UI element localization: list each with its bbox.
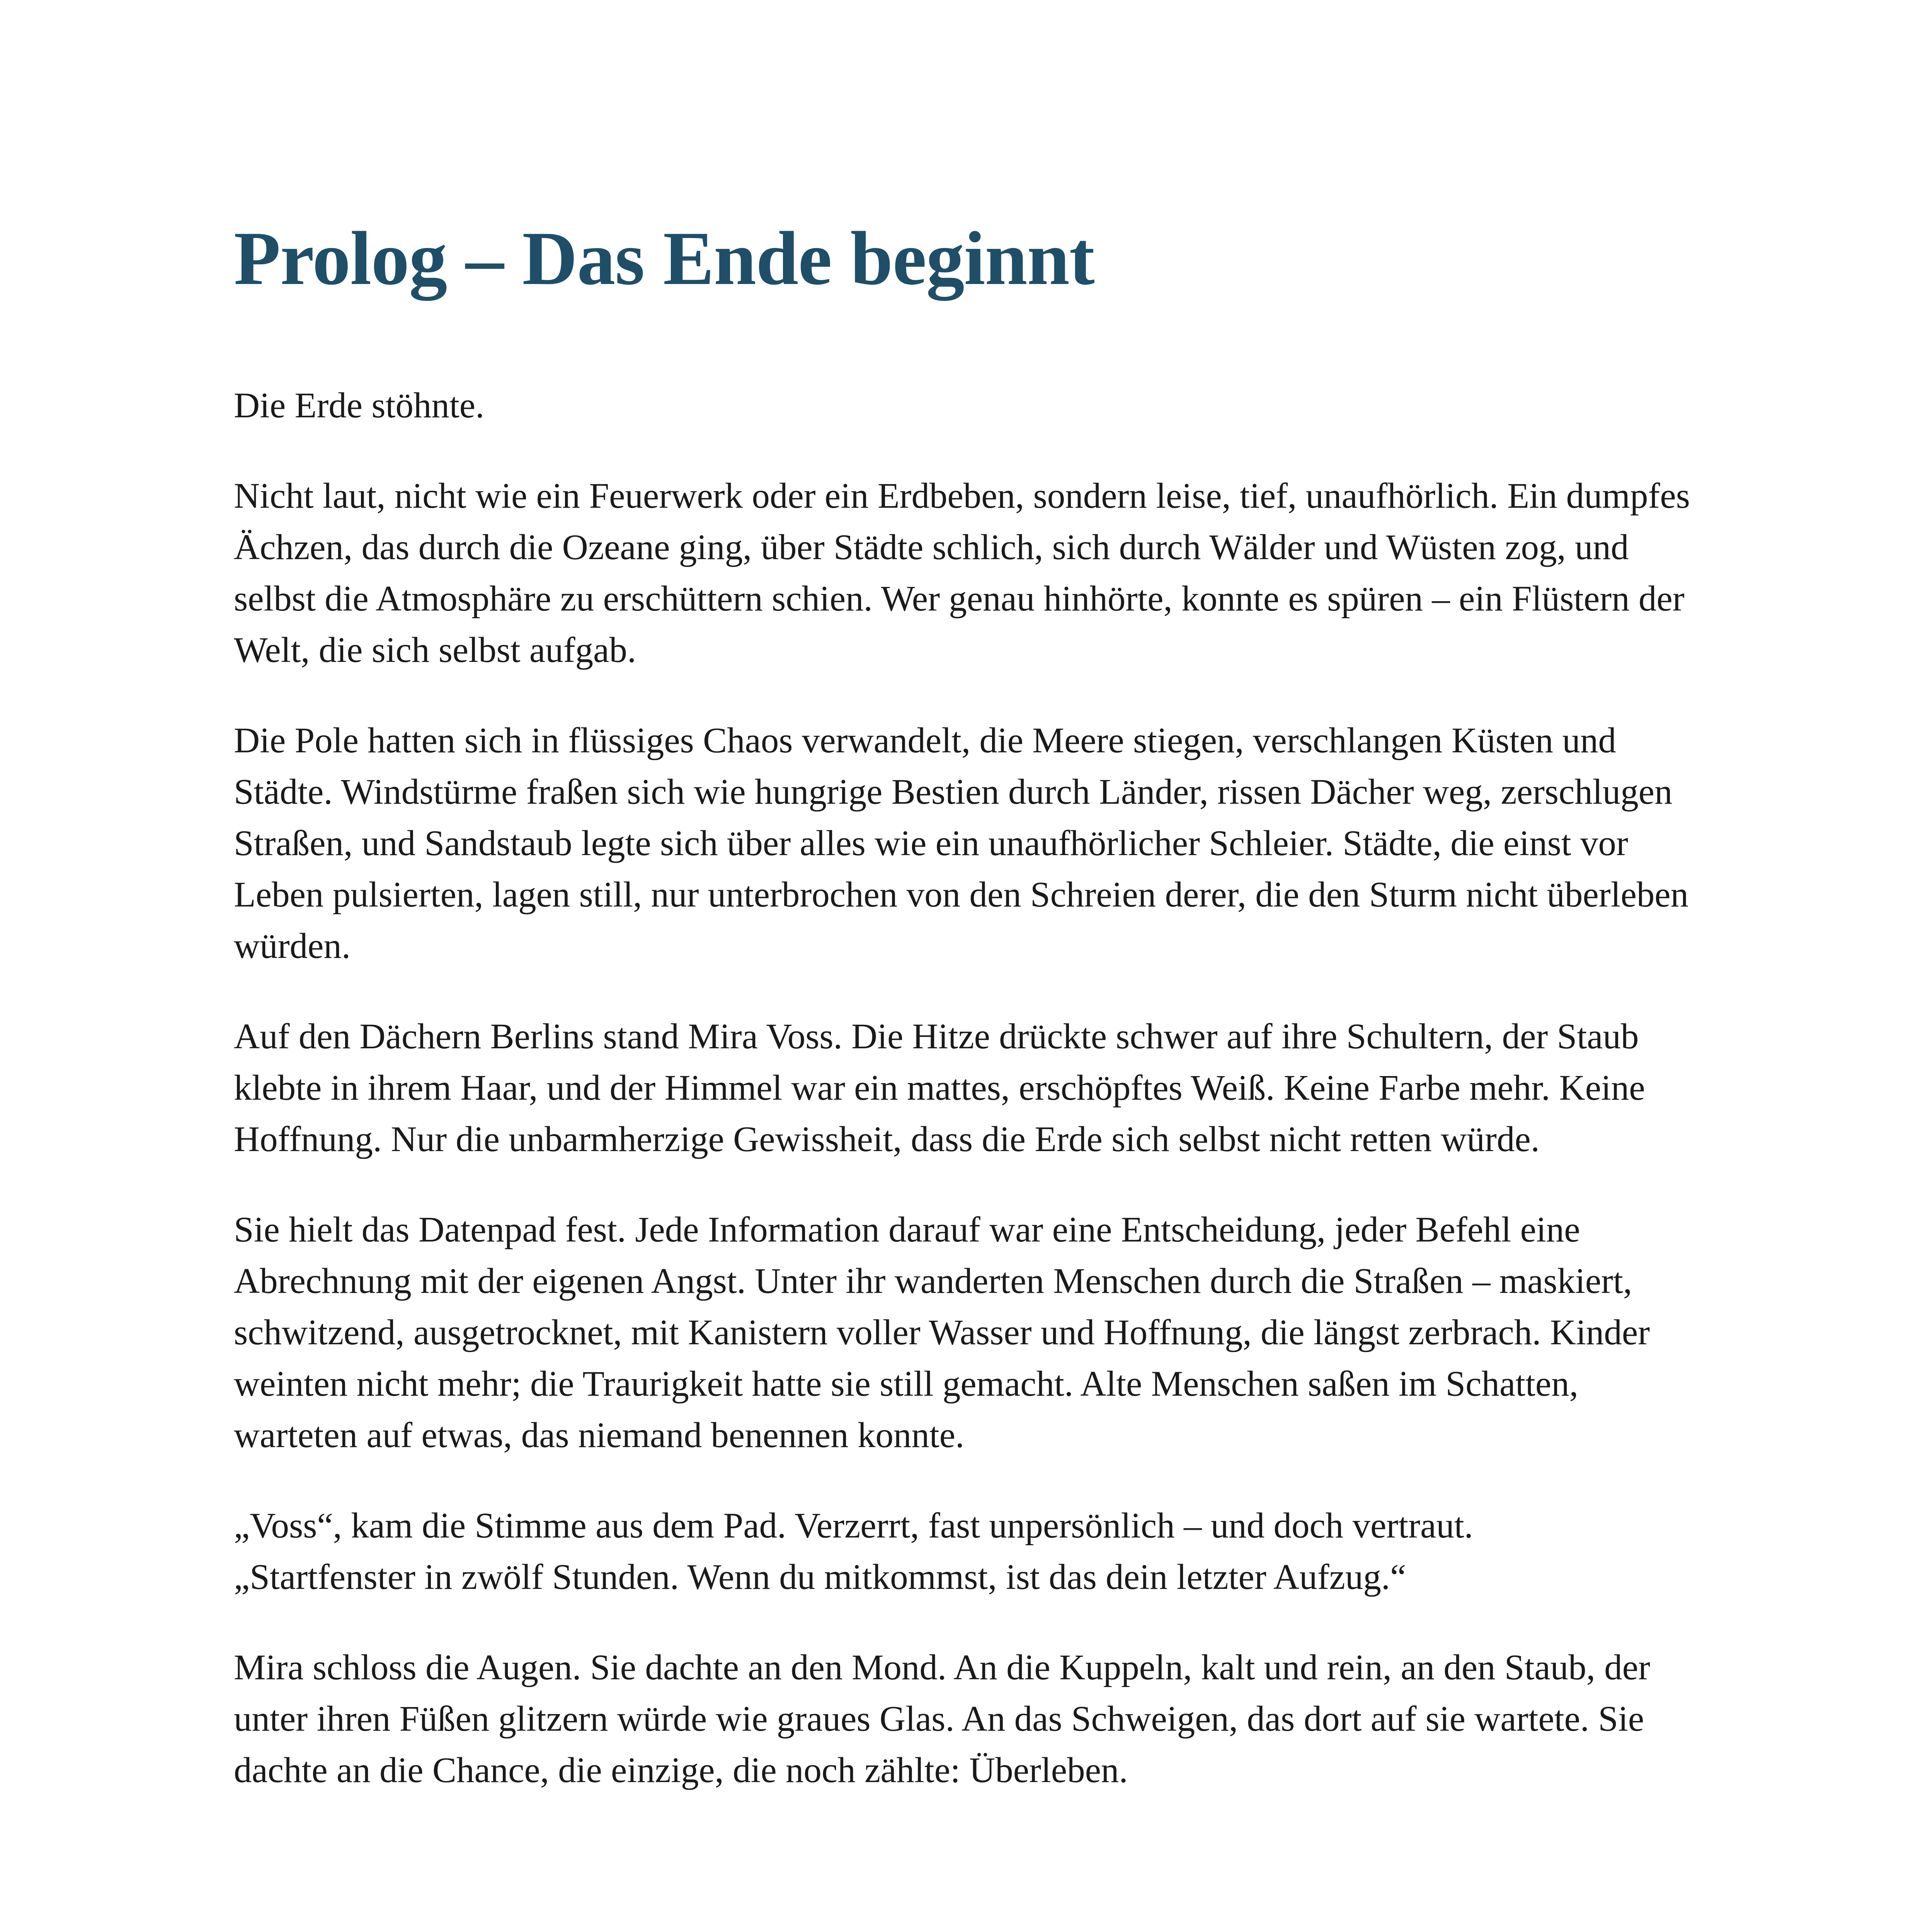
dialogue-line-2: „Startfenster in zwölf Stunden. Wenn du mitkommst, ist das dein letzter Aufzug.“ <box>234 1557 1406 1597</box>
document-body <box>234 216 1710 1932</box>
paragraph-3: Die Pole hatten sich in flüssiges Chaos verwandelt, die Meere stiegen, verschlangen Küsten und Städte. Windstürme fraßen sich wie hungrige Bestien durch Länder, rissen Dächer weg, zerschlugen Straßen, und Sandstaub legte sich über alles wie ein unaufhörlicher Schleier. Städte, die einst vor Leben pulsierten, lagen still, nur unterbrochen von den Schreien derer, die den Sturm nicht überleben würden. <box>234 720 1689 966</box>
paragraph-1: Die Erde stöhnte. <box>234 385 485 425</box>
dialogue-paragraph <box>234 1500 1710 1603</box>
dialogue-line-1: „Voss“, kam die Stimme aus dem Pad. Verzerrt, fast unpersönlich – und doch vertraut. <box>234 1505 1473 1546</box>
section-break <box>234 1835 1710 1932</box>
page-title: Prolog – Das Ende beginnt <box>234 216 1094 301</box>
paragraph-5: Sie hielt das Datenpad fest. Jede Information darauf war eine Entscheidung, jeder Befehl eine Abrechnung mit der eigenen Angst. Unter ihr wanderten Menschen durch die Straßen – maskiert, schwitzend, ausgetrocknet, mit Kanistern voller Wasser und Hoffnung, die längst zerbrach. Kinder weinten nicht mehr; die Traurigkeit hatte sie still gemacht. Alte Menschen saßen im Schatten, warteten auf etwas, das niemand benennen konnte. <box>234 1209 1650 1455</box>
paragraph-2: Nicht laut, nicht wie ein Feuerwerk oder ein Erdbeben, sondern leise, tief, unaufhörlich. Ein dumpfes Ächzen, das durch die Ozeane ging, über Städte schlich, sich durch Wälder und Wüsten zog, und selbst die Atmosphäre zu erschüttern schien. Wer genau hinhörte, konnte es spüren – ein Flüstern der Welt, die sich selbst aufgab. <box>234 476 1690 670</box>
paragraph-4: Auf den Dächern Berlins stand Mira Voss. Die Hitze drückte schwer auf ihre Schultern, der Staub klebte in ihrem Haar, und der Himmel war ein mattes, erschöpftes Weiß. Keine Farbe mehr. Keine Hoffnung. Nur die unbarmherzige Gewissheit, dass die Erde sich selbst nicht retten würde. <box>234 1016 1645 1159</box>
paragraph-7: Mira schloss die Augen. Sie dachte an den Mond. An die Kuppeln, kalt und rein, an den Staub, der unter ihren Füßen glitzern würde wie graues Glas. An das Schweigen, das dort auf sie wartete. Sie dachte an die Chance, die einzige, die noch zählte: Überleben. <box>234 1647 1651 1790</box>
